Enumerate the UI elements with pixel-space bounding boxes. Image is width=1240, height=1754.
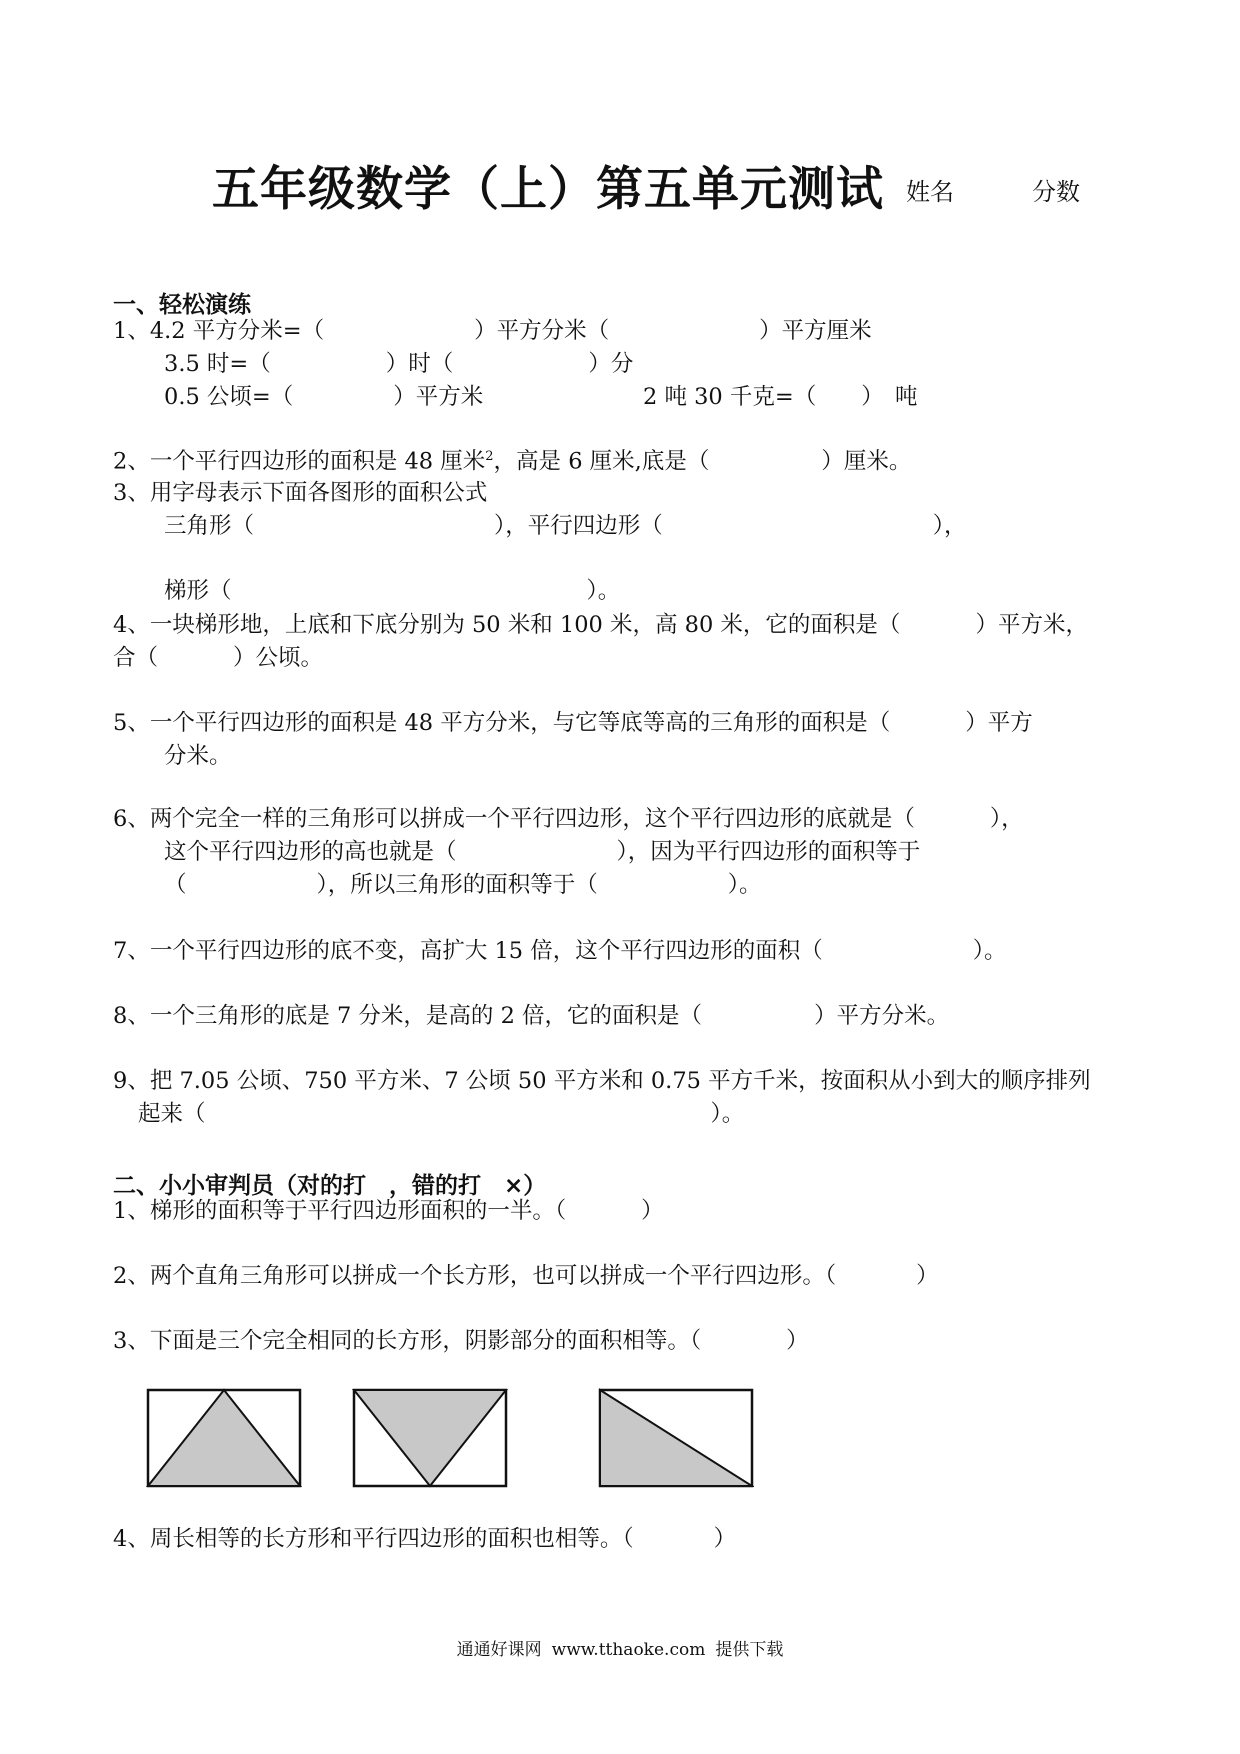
q6-text-d: ），因为平行四边形的面积等于 <box>616 839 921 865</box>
q4-text-b: ）平方米， <box>975 612 1088 638</box>
judge-4 <box>113 1528 736 1551</box>
judge-3 <box>113 1330 809 1353</box>
question-2 <box>113 450 911 473</box>
j2-text-a: 2、两个直角三角形可以拼成一个长方形，也可以拼成一个平行四边形。（ <box>113 1263 837 1289</box>
q2-text-b: ，高是 6 厘米,底是（ <box>493 448 710 475</box>
q3-text-e: ）。 <box>586 578 621 604</box>
q5-text-b: ）平方 <box>965 710 1033 736</box>
j4-text-a: 4、周长相等的长方形和平行四边形的面积也相等。（ <box>113 1526 634 1552</box>
q7-text-b: ）。 <box>972 938 1007 964</box>
q1-text-i: 2 吨 30 千克=（ ） 吨 <box>643 384 918 410</box>
name-label: 姓名 <box>906 178 954 206</box>
q3-text-b: ），平行四边形（ <box>494 513 663 539</box>
j4-text-b: ） <box>713 1526 737 1552</box>
q1-text-a: 1、4.2 平方分米=（ <box>113 318 325 344</box>
q6-text-a: 6、两个完全一样的三角形可以拼成一个平行四边形，这个平行四边形的底就是（ <box>113 806 915 832</box>
question-8 <box>113 1005 949 1028</box>
section-2-heading: 二、小小审判员（对的打 ，错的打 ×） <box>113 1173 547 1199</box>
q4-text-a: 4、一块梯形地，上底和下底分别为 50 米和 100 米，高 80 米，它的面积是（ <box>113 612 901 638</box>
q3-text-c: ）， <box>932 513 967 539</box>
j3-text-b: ） <box>786 1328 809 1354</box>
q6-text-c: 这个平行四边形的高也就是（ <box>164 839 457 865</box>
score-label: 分数 <box>1032 178 1080 206</box>
q8-text-a: 8、一个三角形的底是 7 分米，是高的 2 倍，它的面积是（ <box>113 1003 703 1029</box>
question-3-line-3 <box>164 580 620 603</box>
question-9-line-2 <box>138 1103 744 1126</box>
question-1-line-1 <box>113 320 872 343</box>
j3-text-a: 3、下面是三个完全相同的长方形，阴影部分的面积相等。（ <box>113 1328 702 1354</box>
question-3-line-1: 3、用字母表示下面各图形的面积公式 <box>113 480 488 506</box>
question-7 <box>113 940 1007 963</box>
j2-text-b: ） <box>916 1263 939 1289</box>
judge-1 <box>113 1200 664 1223</box>
footer-url[interactable]: www.tthaoke.com <box>551 1640 706 1660</box>
q4-text-d: ）公顷。 <box>233 645 324 671</box>
q6-text-g: ）。 <box>727 872 762 898</box>
q1-text-d: 3.5 时=（ <box>164 351 271 377</box>
q6-text-e: （ <box>164 872 187 898</box>
question-3-line-2 <box>164 515 967 538</box>
footer-site: 通通好课网 <box>456 1640 542 1660</box>
judge-2 <box>113 1265 939 1288</box>
q4-text-c: 合（ <box>113 645 159 671</box>
q5-text-a: 5、一个平行四边形的面积是 48 平方分米，与它等底等高的三角形的面积是（ <box>113 710 891 736</box>
q7-text-a: 7、一个平行四边形的底不变，高扩大 15 倍，这个平行四边形的面积（ <box>113 938 823 964</box>
q3-text-a: 三角形（ <box>164 513 255 539</box>
question-6-line-3 <box>164 874 762 897</box>
page-title: 五年级数学（上）第五单元测试 <box>212 162 884 217</box>
rectangle-2 <box>352 1388 508 1488</box>
q2-text-c: ）厘米。 <box>821 448 912 475</box>
q1-text-h: ）平方米 <box>393 384 484 410</box>
section-1-heading: 一、轻松演练 <box>113 292 251 318</box>
question-1-line-2 <box>164 353 633 376</box>
footer <box>0 1635 1240 1660</box>
question-6-line-1 <box>113 808 1024 831</box>
q1-text-f: ）分 <box>588 351 634 377</box>
q1-text-c: ）平方厘米 <box>759 318 872 344</box>
footer-note: 提供下载 <box>715 1640 784 1660</box>
question-9-line-1: 9、把 7.05 公顷、750 平方米、7 公顷 50 平方米和 0.75 平方千米，按面积从小到大的顺序排列 <box>113 1068 1091 1094</box>
question-5-line-2: 分米。 <box>164 743 232 769</box>
q2-text-a: 2、一个平行四边形的面积是 48 厘米 <box>113 448 486 475</box>
q9-text-b: ）。 <box>710 1101 745 1127</box>
j1-text-a: 1、梯形的面积等于平行四边形面积的一半。（ <box>113 1198 567 1224</box>
q9-text-a: 起来（ <box>138 1101 206 1127</box>
q2-superscript: 2 <box>485 449 494 464</box>
question-6-line-2 <box>164 841 920 864</box>
question-4-line-2 <box>113 647 323 670</box>
question-1-line-3 <box>164 386 483 409</box>
q8-text-b: ）平方分米。 <box>814 1003 950 1029</box>
q3-text-d: 梯形（ <box>164 578 232 604</box>
q1-text-g: 0.5 公顷=（ <box>164 384 294 410</box>
rectangle-1 <box>146 1388 302 1488</box>
question-4-line-1 <box>113 614 1088 637</box>
question-5-line-1 <box>113 712 1033 735</box>
q1-text-b: ）平方分米（ <box>474 318 610 344</box>
rectangle-3 <box>598 1388 754 1488</box>
j1-text-b: ） <box>641 1198 664 1224</box>
q1-text-e: ）时（ <box>385 351 454 377</box>
q6-text-b: ）， <box>989 806 1024 832</box>
q6-text-f: ），所以三角形的面积等于（ <box>316 872 598 898</box>
